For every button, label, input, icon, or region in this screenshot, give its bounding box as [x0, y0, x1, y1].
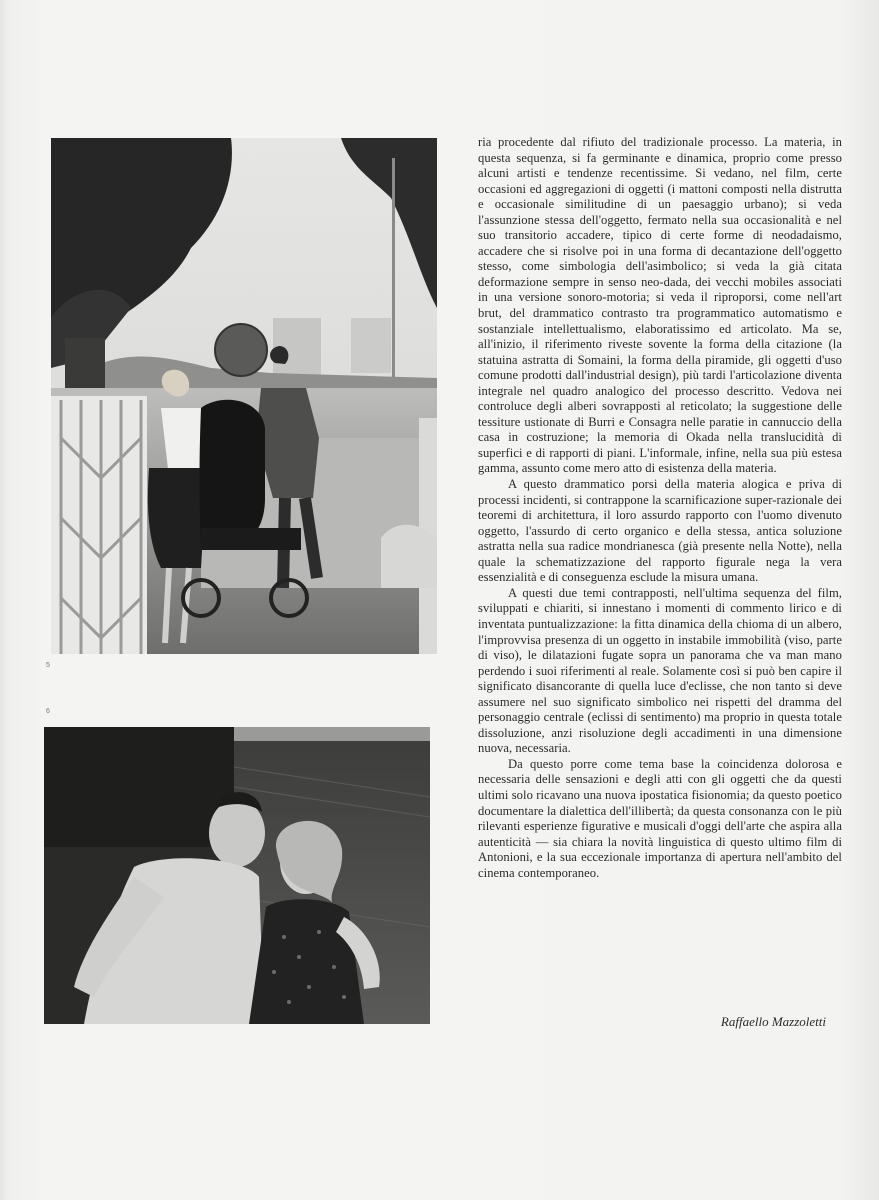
article-text — [478, 135, 842, 881]
couple-on-floor-photo — [44, 727, 430, 1024]
article-paragraph: Da questo porre come tema base la coincidenza dolorosa e necessaria delle sensazioni e degli atti con gli oggetti che da questi ultimi solo ricavano una nuova ipostatica fisionomia; da questo poetico documentare la dialettica dell'illibertà; da questa consonanza con le più rilevanti esperienze figurative e musicali d'oggi dell'arte che aspira alla autenticità — sia chiara la novità linguistica di questo ultimo film di Antonioni, e la sua eccezionale importanza di apertura nell'ambito del cinema contemporaneo. — [478, 756, 842, 880]
page-margin-mark: 5 — [46, 662, 50, 669]
street-scene-photo — [51, 138, 437, 654]
article-paragraph: ria procedente dal rifiuto del tradizionale processo. La materia, in questa sequenza, si fa germinante e dinamica, proprio come presso alcuni artisti e tendenze recentissime. Si vedano, nel film, certe occasioni ed aggregazioni di oggetti (i mattoni composti nella distrutta e occasionale similitudine di un paesaggio urbano); si veda l'assunzione stessa dell'oggetto, fermato nella sua occasionalità e nel suo transitorio accadere, tipico di certe forme di neodadaismo, accadere che si risolve poi in una forma di decantazione dell'oggetto stesso, come simbologia dell'asimbolico; si veda la già citata deformazione sempre in senso neo-dada, dei vecchi mobiles associati in una versione sonoro-motoria; si veda il riproporsi, come nell'art brut, del drammatico contrasto tra programmatico automatismo e sostanziale intellettualismo, elaboratissimo ed articolato. Ma se, all'inizio, il riferimento riveste sovente la forma della citazione (la statuina astratta di Somaini, la forma della piramide, gli oggetti d'uso comune prodotti dall'industrial design), più tardi l'articolazione diventa integrale nel quadro analogico del processo descritto. Vedova nei controluce degli alberi sovrapposti al reticolato; la suggestione delle tessiture ustionate di Burri e Consagra nelle paratie in cannuccio della casa in costruzione; la memoria di Okada nella translucidità di superfici e di rapporti di piani. L'informale, infine, nella sua più estesa gamma, assunto come mero atto di esistenza della materia. — [478, 135, 842, 476]
article-paragraph: A questi due temi contrapposti, nell'ultima sequenza del film, sviluppati e chiariti, si innestano i momenti di commento lirico e di inventata puntualizzazione: la fitta dinamica della chioma di un albero, l'improvvisa presenza di un oggetto in instabile immobilità (viso, parte di viso), le dilatazioni fugate sopra un panorama che va man mano perdendo i suoi riferimenti al reale. Solamente così si può ben capire il significato disancorante di quella luce d'eclisse, che non tanto si deve assumere nel suo significato simbolico nei rispetti del dramma del personaggio centrale (eclissi di sentimento) ma proprio in questa totale dissoluzione, anzi risoluzione degli accadimenti in una dimensione nuova, necessaria. — [478, 585, 842, 756]
article-paragraph: A questo drammatico porsi della materia alogica e priva di processi incidenti, si contrappone la scarnificazione super-razionale dei teoremi di architettura, il loro assurdo rapporto con l'uomo divenuto oggetto, l'assurdo di certo organico e della stessa, antica soluzione astratta nella sua radice mondrianesca (già presente nella Notte), nella quale la schematizzazione del rapporto figurale nega la vera essenzialità e di conseguenza esclude la misura umana. — [478, 477, 842, 585]
page-margin-mark: 6 — [46, 708, 50, 715]
author-signature: Raffaello Mazzoletti — [720, 1014, 826, 1029]
